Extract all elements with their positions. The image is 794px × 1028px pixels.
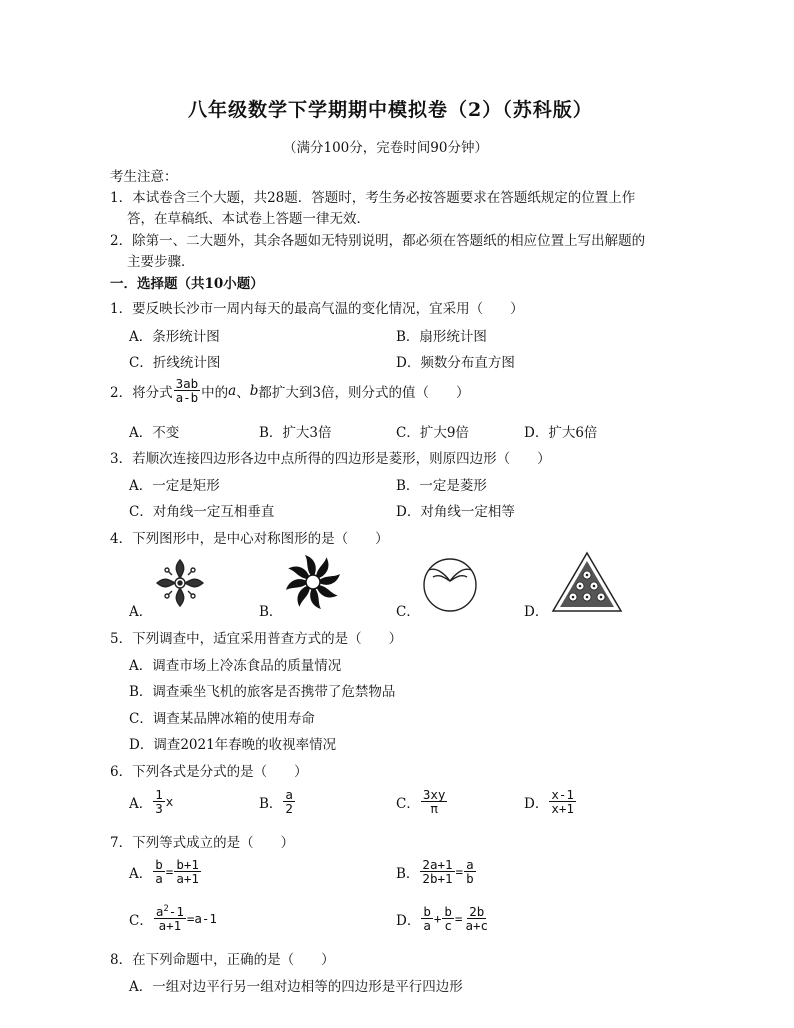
tail: -1: [168, 904, 184, 920]
fraction: [442, 905, 454, 932]
fraction: [174, 858, 201, 885]
question-7-option-a: [129, 858, 202, 885]
question-6-option-b: [259, 788, 296, 815]
notice-item-1-line-2: 答，在草稿纸、本试卷上答题一律无效．: [127, 211, 370, 227]
question-6-stem: 6．下列各式是分式的是（ ）: [110, 764, 308, 780]
question-7-option-b: [396, 858, 477, 885]
question-1-option-a: A．条形统计图: [129, 329, 220, 345]
fraction-denominator: 3: [155, 801, 163, 817]
option-label: C．: [129, 912, 153, 929]
question-4-stem: 4．下列图形中，是中心对称图形的是（ ）: [110, 531, 389, 547]
question-6-option-a: [129, 788, 173, 815]
fraction: [464, 858, 476, 885]
notice-item-2-line-1: 2．除第一、二大题外，其余各题如无特别说明，都必须在答题纸的相应位置上写出解题的: [110, 233, 646, 249]
question-6-option-d: [524, 788, 577, 815]
notice-item-1-line-1: 1．本试卷含三个大题，共28题．答题时，考生务必按答题要求在答题纸规定的位置上作: [110, 190, 636, 206]
result: =a-1: [186, 911, 217, 927]
question-2-suffix: 都扩大到3倍，则分式的值（ ）: [258, 384, 470, 401]
question-2-fraction: [174, 377, 201, 404]
question-2-var-b: b: [249, 382, 259, 399]
option-label: B．: [259, 795, 283, 812]
question-4-option-d-label: D．: [524, 604, 549, 620]
question-3-option-d: D．对角线一定相等: [396, 504, 515, 520]
fraction-numerator: 3ab: [175, 376, 199, 391]
fraction-denominator: π: [430, 801, 438, 817]
option-label: A．: [129, 865, 153, 882]
question-7-option-c: [129, 905, 217, 932]
question-3-option-a: A．一定是矩形: [129, 478, 220, 494]
notice-item-2-line-2: 主要步骤．: [127, 254, 195, 270]
question-3-option-b: B．一定是菱形: [396, 478, 487, 494]
pinwheel-flower-icon: [284, 553, 342, 611]
fraction-denominator: a: [423, 918, 431, 934]
fraction-denominator: 2: [285, 801, 293, 817]
fraction-denominator: a-b: [175, 390, 199, 406]
triangle-pattern-icon: [551, 551, 623, 613]
question-2-stem: [110, 377, 469, 404]
exponent: 2: [163, 904, 169, 914]
question-8-stem: 8．在下列命题中，正确的是（ ）: [110, 952, 335, 968]
question-5-stem: 5．下列调查中，适宜采用普查方式的是（ ）: [110, 631, 403, 647]
question-1-option-c: C．折线统计图: [129, 355, 221, 371]
fraction-numerator: a: [285, 787, 293, 802]
question-1-option-d: D．频数分布直方图: [396, 355, 515, 371]
section-heading: 一．选择题（共10小题）: [110, 276, 264, 292]
question-2-option-d: D．扩大6倍: [524, 425, 598, 441]
question-5-option-c: C．调查某品牌冰箱的使用寿命: [129, 711, 315, 727]
fraction-numerator: a: [466, 857, 474, 872]
circle-arcs-icon: [420, 557, 480, 613]
fraction: [154, 905, 186, 932]
fraction-denominator: a+c: [465, 918, 489, 934]
question-5-option-a: A．调查市场上冷冻食品的质量情况: [129, 658, 342, 674]
fraction-numerator: b: [444, 904, 452, 919]
question-7-option-d: [396, 905, 491, 932]
fraction: [153, 788, 165, 815]
question-3-option-c: C．对角线一定互相垂直: [129, 504, 275, 520]
question-2-mid-1: 中的: [201, 384, 229, 401]
plus-sign: +: [433, 911, 442, 927]
fraction-numerator: 2b: [469, 904, 485, 919]
fraction: [283, 788, 295, 815]
question-3-stem: 3．若顺次连接四边形各边中点所得的四边形是菱形，则原四边形（ ）: [110, 451, 551, 467]
fraction: [420, 858, 454, 885]
fraction-denominator: x+1: [551, 801, 574, 817]
base: a: [155, 904, 164, 920]
fraction-denominator: c: [444, 918, 452, 934]
question-1-stem: 1．要反映长沙市一周内每天的最高气温的变化情况，宜采用（ ）: [110, 301, 524, 317]
fraction: [463, 905, 490, 932]
fraction-numerator: [154, 905, 186, 919]
equals-sign: =: [455, 864, 464, 880]
fraction-denominator: 2b+1: [422, 871, 453, 887]
fraction-numerator: b+1: [176, 857, 199, 872]
question-5-option-d: D．调查2021年春晚的收视率情况: [129, 737, 337, 753]
question-2-var-a: a: [228, 382, 237, 399]
question-2-option-c: C．扩大9倍: [396, 425, 469, 441]
option-label: D．: [524, 795, 549, 812]
fraction-denominator: a+1: [176, 871, 199, 887]
fraction: [153, 858, 165, 885]
equals-sign: =: [165, 864, 174, 880]
fraction-numerator: b: [423, 904, 431, 919]
page-title: 八年级数学下学期期中模拟卷（2）（苏科版）: [188, 99, 593, 121]
question-4-option-a-label: A．: [129, 604, 153, 620]
option-label: D．: [396, 912, 421, 929]
option-label: B．: [396, 865, 420, 882]
fraction: [549, 788, 576, 815]
fraction-denominator: a+1: [158, 918, 182, 934]
fraction-denominator: b: [466, 871, 474, 887]
question-2-option-a: A．不变: [129, 425, 180, 441]
question-6-option-c: [396, 788, 448, 815]
fraction: [421, 905, 433, 932]
question-2-mid-2: 、: [236, 384, 250, 401]
fraction-numerator: x-1: [551, 787, 574, 802]
question-1-option-b: B．扇形统计图: [396, 329, 487, 345]
question-2-prefix: 2．将分式: [110, 384, 173, 401]
equals-sign: =: [454, 911, 463, 927]
ornament-cross-icon: [152, 555, 208, 611]
question-4-option-c-label: C．: [396, 604, 420, 620]
fraction-numerator: b: [155, 857, 163, 872]
question-5-option-b: B．调查乘坐飞机的旅客是否携带了危禁物品: [129, 684, 396, 700]
page-subtitle: （满分100分，完卷时间90分钟）: [283, 140, 488, 156]
fraction: [421, 788, 448, 815]
notice-heading: 考生注意：: [110, 169, 178, 185]
question-7-stem: 7．下列等式成立的是（ ）: [110, 835, 295, 851]
term: x: [165, 794, 174, 810]
question-2-option-b: B．扩大3倍: [259, 425, 332, 441]
fraction-denominator: a: [155, 871, 163, 887]
option-label: A．: [129, 795, 153, 812]
option-label: C．: [396, 795, 420, 812]
fraction-numerator: 1: [155, 787, 163, 802]
question-8-option-a: A．一组对边平行另一组对边相等的四边形是平行四边形: [129, 979, 463, 995]
fraction-numerator: 2a+1: [422, 857, 453, 872]
question-4-option-b-label: B．: [259, 604, 283, 620]
fraction-numerator: 3xy: [422, 787, 446, 802]
